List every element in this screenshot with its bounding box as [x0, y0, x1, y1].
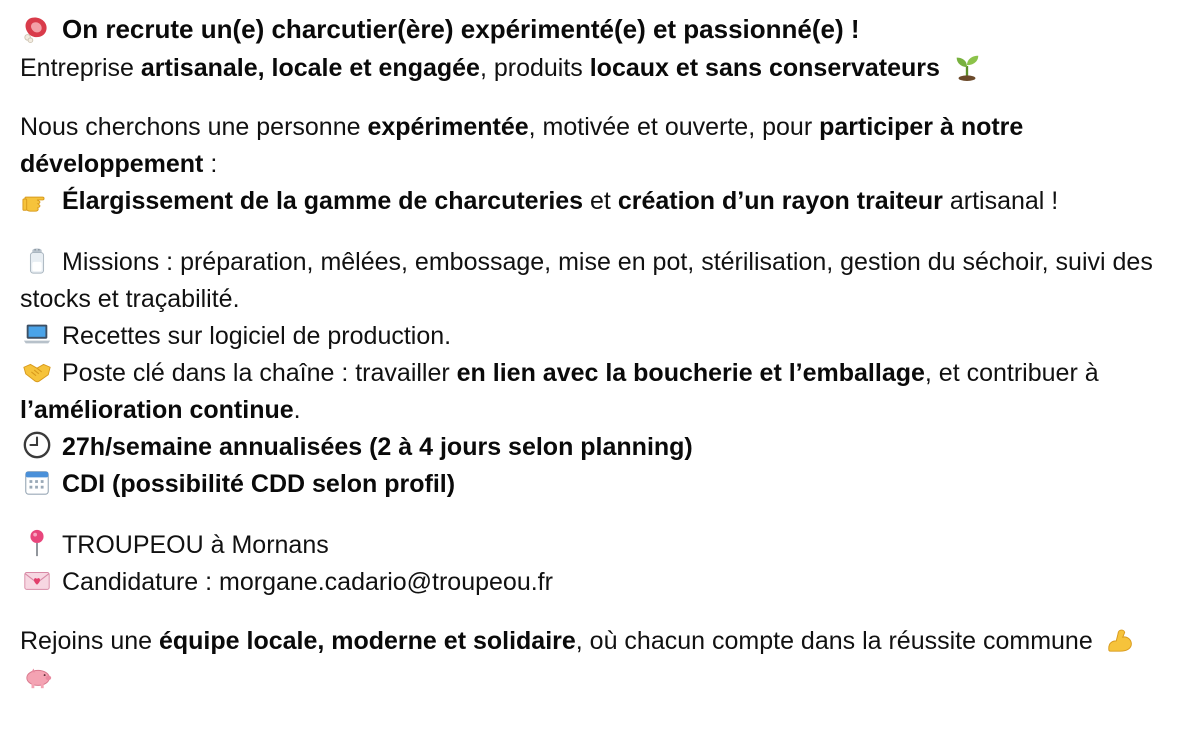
intro-text-1: Entreprise — [20, 54, 141, 82]
location-text: TROUPEOU à Mornans — [62, 531, 329, 559]
intro-text-2: , produits — [479, 54, 590, 82]
hours-line — [20, 429, 1180, 466]
intro-bold-2: locaux et sans conservateurs — [589, 54, 940, 82]
highlight-text-1: et — [583, 187, 618, 215]
closing-text-2: , où chacun compte dans la réussite commune — [575, 627, 1093, 655]
love-letter-icon — [20, 565, 54, 595]
highlight-bold-2: création d’un rayon traiteur — [617, 187, 943, 215]
para1-text-1: Nous cherchons une personne — [20, 113, 368, 141]
highlight-line — [20, 183, 1180, 220]
role-bold-2: l’amélioration continue — [20, 396, 294, 424]
apply-line — [20, 564, 1180, 601]
para1-bold-2: participer à notre développement — [20, 113, 1024, 178]
missions-line — [20, 244, 1180, 318]
para1-text-3: : — [203, 150, 218, 178]
intro-bold-1: artisanale, locale et engagée — [140, 54, 480, 82]
hours-text: 27h/semaine annualisées (2 à 4 jours selon planning) — [62, 433, 693, 461]
location-line — [20, 527, 1180, 564]
intro-line — [20, 50, 1180, 87]
recipes-line — [20, 318, 1180, 355]
role-line — [20, 355, 1180, 429]
closing-bold-1: équipe locale, moderne et solidaire — [158, 627, 576, 655]
laptop-icon — [20, 319, 54, 349]
role-text-1: Poste clé dans la chaîne : travailler — [62, 359, 457, 387]
role-text-2: , et contribuer à — [924, 359, 1099, 387]
role-text-3: . — [293, 396, 301, 424]
meat-on-bone-icon — [20, 13, 54, 43]
missions-text: Missions : préparation, mêlées, embossage, mise en pot, stérilisation, gestion du séchoir, suivi des stocks et traçabilité. — [20, 248, 1153, 313]
pointing-hand-icon — [20, 184, 54, 214]
clock-icon — [20, 430, 54, 460]
contract-text: CDI (possibilité CDD selon profil) — [62, 470, 456, 498]
development-paragraph — [20, 109, 1180, 183]
calendar-icon — [20, 467, 54, 497]
role-bold-1: en lien avec la boucherie et l’emballage — [456, 359, 925, 387]
closing-paragraph — [20, 623, 1180, 697]
title-text: On recrute un(e) charcutier(ère) expérimenté(e) et passionné(e) ! — [62, 14, 860, 44]
flexed-biceps-icon — [1103, 624, 1137, 654]
highlight-bold-1: Élargissement de la gamme de charcuteries — [62, 187, 584, 215]
recipes-text: Recettes sur logiciel de production. — [62, 322, 452, 350]
para1-bold-1: expérimentée — [367, 113, 529, 141]
pin-icon — [20, 528, 54, 558]
pig-icon — [22, 661, 56, 691]
closing-text-1: Rejoins une — [20, 627, 159, 655]
salt-shaker-icon — [20, 245, 54, 275]
handshake-icon — [20, 356, 54, 386]
contract-line — [20, 466, 1180, 503]
apply-text: Candidature : morgane.cadario@troupeou.fr — [62, 568, 553, 596]
highlight-text-2: artisanal ! — [942, 187, 1059, 215]
para1-text-2: , motivée et ouverte, pour — [528, 113, 820, 141]
seedling-icon — [950, 51, 984, 81]
post-title — [20, 8, 1180, 50]
